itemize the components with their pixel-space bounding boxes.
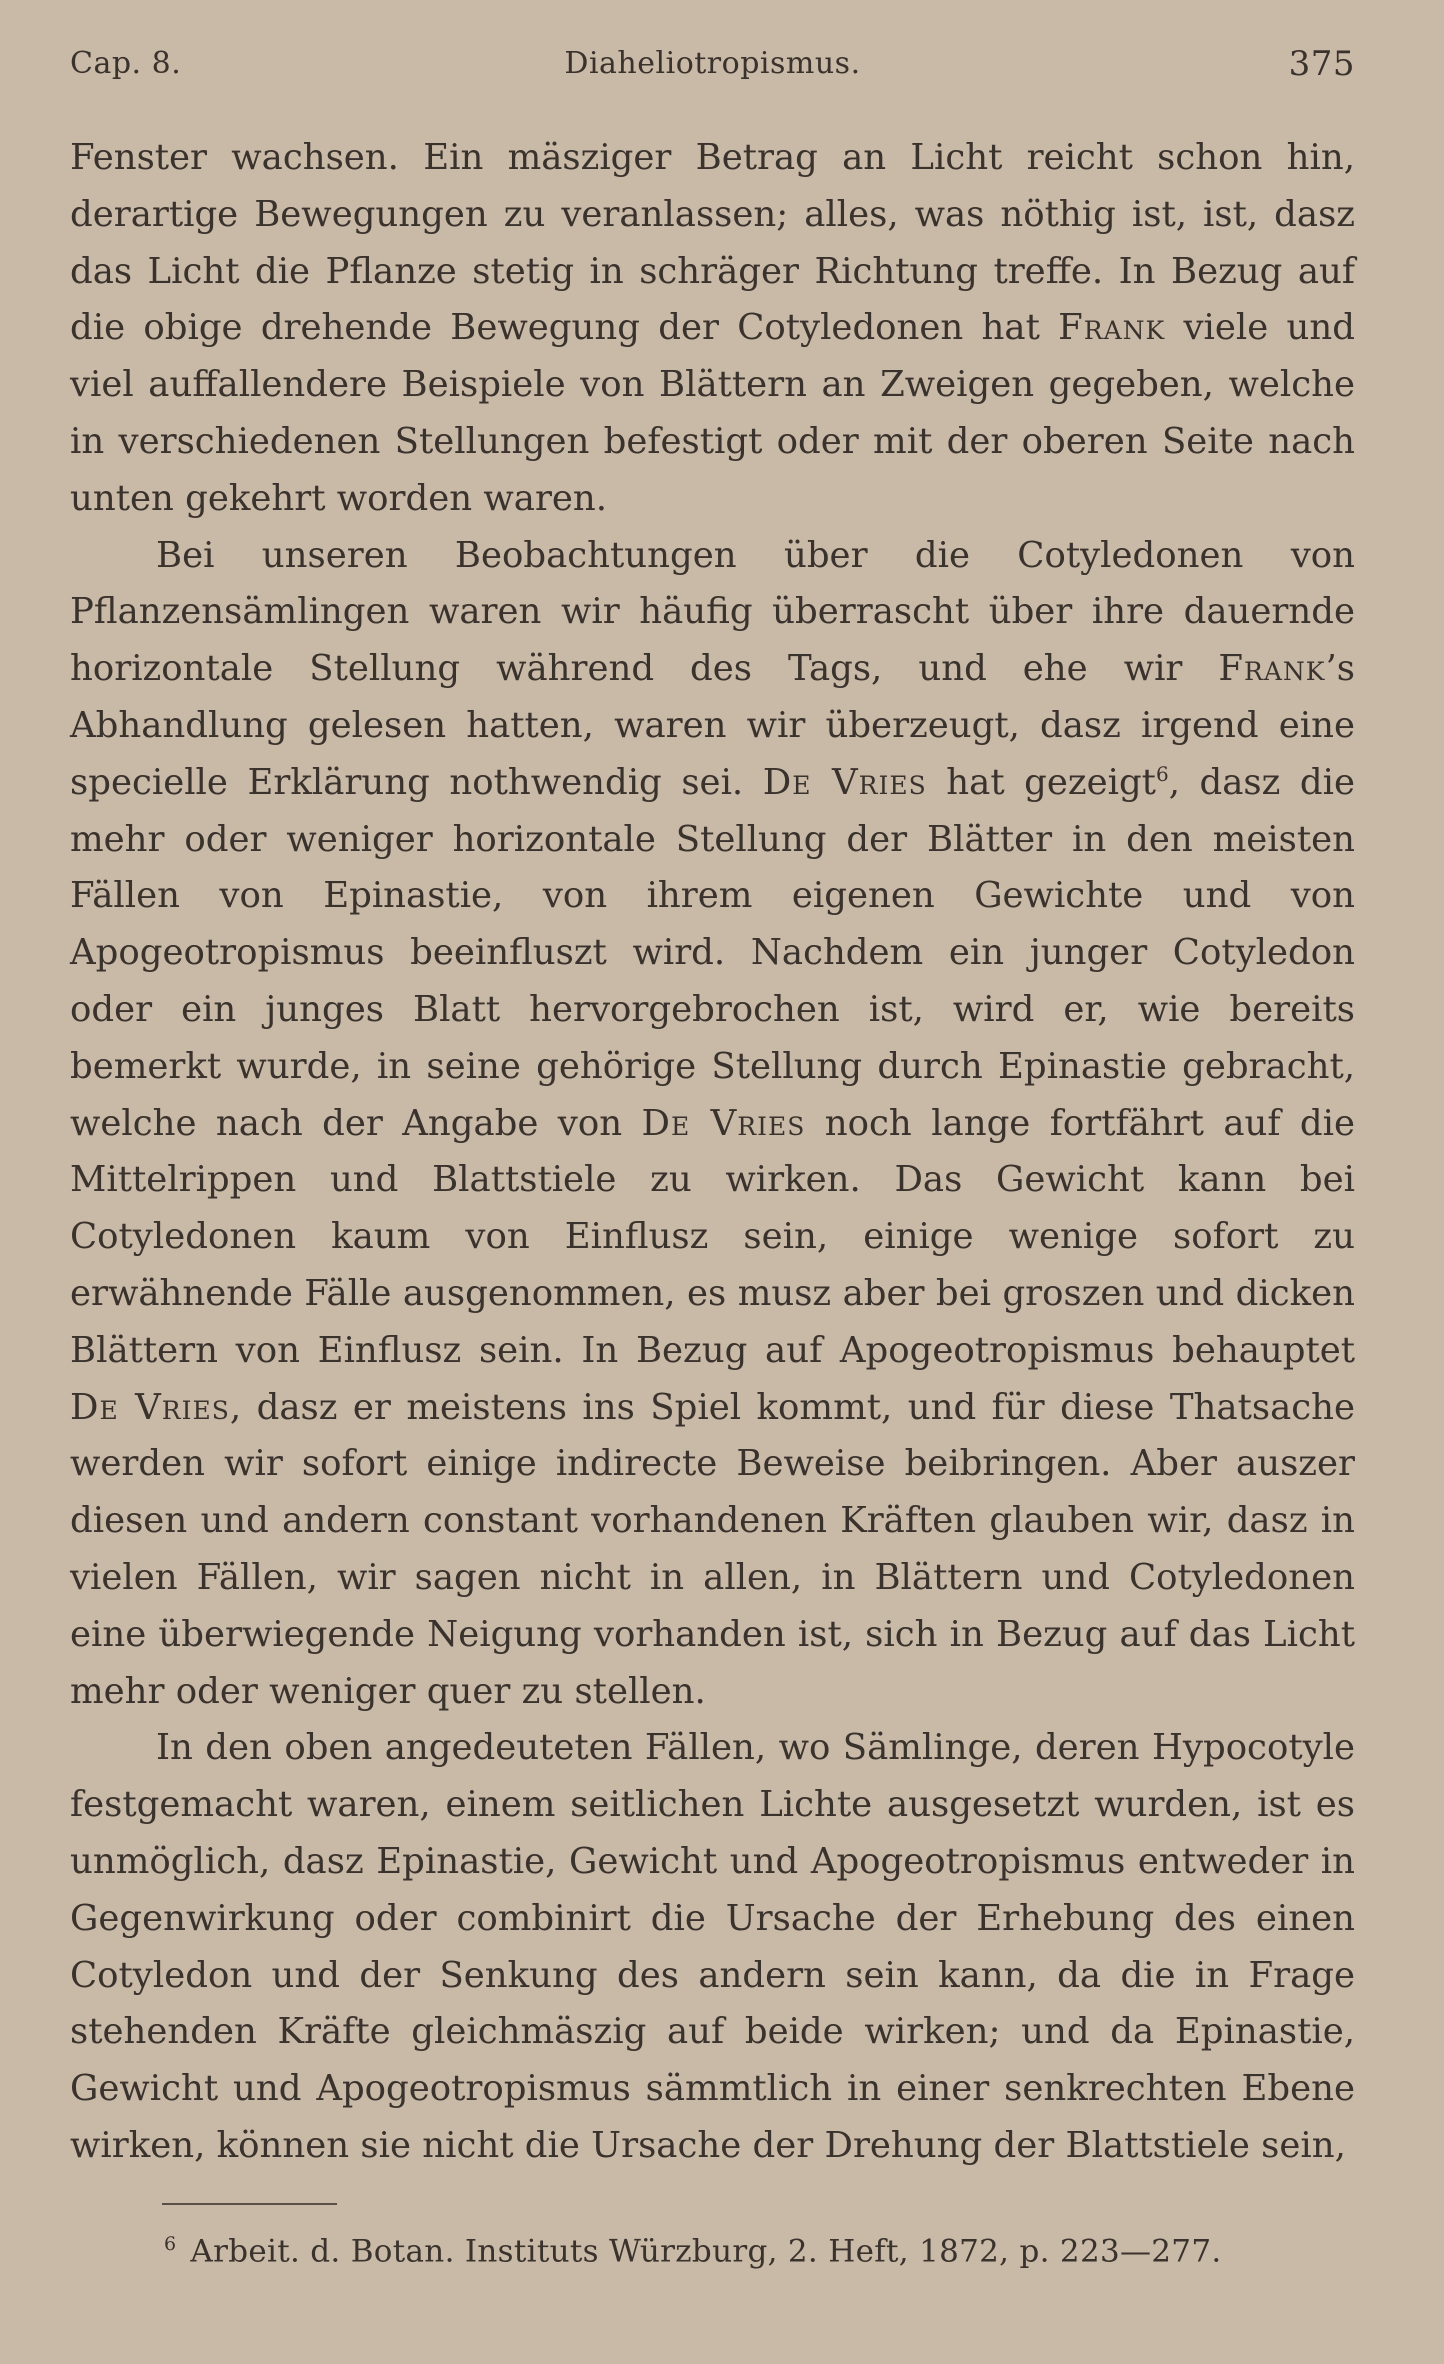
text-run: ’s Abhandlung gelesen hatten, waren wir überzeugt, dasz irgend eine specielle Erklärung nothwendig sei. [70, 648, 1355, 803]
text-run: , dasz er meistens ins Spiel kommt, und für diese Thatsache werden wir sofort einige indirecte Beweise beibringen. Aber auszer diesen und andern constant vorhandenen Kräften glauben wir, dasz in vielen Fällen, wir sagen nicht in allen, in Blättern und Cotyledonen eine überwiegende Neigung vorhanden ist, sich in Bezug auf das Licht mehr oder weniger quer zu stellen. [70, 1386, 1355, 1712]
author-name: Frank [1058, 307, 1166, 349]
running-head [70, 46, 1355, 86]
footnote-text: Arbeit. d. Botan. Instituts Würzburg, 2. Heft, 1872, p. 223—277. [190, 2233, 1222, 2270]
author-name: De Vries [762, 761, 927, 803]
running-title: Diaheliotropismus. [564, 46, 861, 81]
text-run: viele und viel auffallendere Beispiele von Blättern an Zweigen gegeben, welche in verschiedenen Stellungen befestigt oder mit der oberen Seite nach unten gekehrt worden waren. [70, 307, 1355, 519]
author-name: Frank [1218, 648, 1326, 690]
author-name: De Vries [641, 1102, 806, 1144]
author-name: De Vries [70, 1386, 230, 1428]
text-run: Bei unseren Beobachtungen über die Cotyledonen von Pflanzensämlingen waren wir häufig überrascht über ihre dauernde horizontale Stellung während des Tags, und ehe wir [70, 534, 1355, 690]
text-run: hat gezeigt [926, 761, 1156, 803]
paragraph [70, 130, 1355, 528]
body-text [70, 130, 1355, 2175]
text-run: In den oben angedeuteten Fällen, wo Sämlinge, deren Hypocotyle festgemacht waren, einem seitlichen Lichte ausgesetzt wurden, ist es unmöglich, dasz Epinastie, Gewicht und Apogeotropismus entweder in Gegenwirkung oder combinirt die Ursache der Erhebung des einen Cotyledon und der Senkung des andern sein kann, da die in Frage stehenden Kräfte gleichmäszig auf beide wirken; und da Epinastie, Gewicht und Apogeotropismus sämmtlich in einer senkrechten Ebene wirken, können sie nicht die Ursache der Drehung der Blattstiele sein, [70, 1727, 1355, 2166]
paragraph [70, 528, 1355, 1721]
chapter-label: Cap. 8. [70, 46, 182, 81]
page-number: 375 [1288, 44, 1355, 84]
book-page [70, 0, 1355, 2364]
text-run: noch lange fortfährt auf die Mittelrippen und Blattstiele zu wirken. Das Gewicht kann bei Cotyledonen kaum von Einflusz sein, einige wenige sofort zu erwähnende Fälle ausgenommen, es musz aber bei groszen und dicken Blättern von Einflusz sein. In Bezug auf Apogeotropismus behauptet [70, 1102, 1355, 1371]
footnote-reference: 6 [1155, 761, 1169, 786]
text-run: , dasz die mehr oder weniger horizontale Stellung der Blätter in den meisten Fällen von Epinastie, von ihrem eigenen Gewichte und von Apogeotropismus beeinfluszt wird. Nachdem ein junger Cotyledon oder ein junges Blatt hervorgebrochen ist, wird er, wie bereits bemerkt wurde, in seine gehörige Stellung durch Epinastie gebracht, welche nach der Angabe von [70, 761, 1355, 1144]
footnote-mark: 6 [164, 2233, 177, 2255]
text-run: Fenster wachsen. Ein mäsziger Betrag an Licht reicht schon hin, derartige Bewegungen zu veranlassen; alles, was nöthig ist, ist, dasz das Licht die Pflanze stetig in schräger Richtung treffe. In Bezug auf die obige drehende Bewegung der Cotyledonen hat [70, 137, 1355, 349]
paragraph [70, 1720, 1355, 2174]
footnote-divider [162, 2203, 337, 2205]
footnote [164, 2233, 1222, 2269]
